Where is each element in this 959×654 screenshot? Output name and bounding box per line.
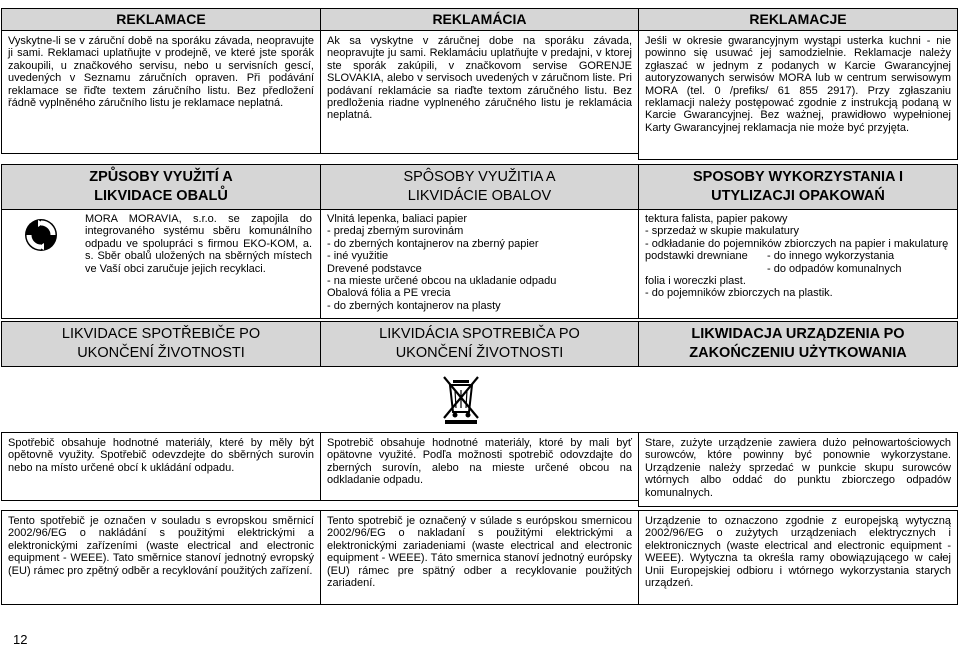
packaging-list-pl: [639, 210, 957, 300]
disposal-box-2-pl: [638, 510, 958, 605]
list-item: Vlnitá lepenka, baliaci papier: [327, 213, 468, 225]
disposal-title-cs: [1, 321, 321, 367]
list-item: - do zberných kontajnerov na zberný papier: [327, 237, 539, 250]
packaging-text-cs-span: MORA MORAVIA, s.r.o. se zapojila do integrovaného systému sběru komunálního odpadu ve spolupráci s firmou EKO-KOM, a. s. Sběr obalů uložených na sběrných místech ve Vaší obci zaručuje jejich recyklaci.: [85, 213, 312, 275]
list-item: - na mieste určené obcou na ukladanie odpadu: [327, 275, 557, 288]
list-item: - predaj zberným surovinám: [327, 225, 464, 238]
packaging-title-text-pl: SPOSOBY WYKORZYSTANIA I UTYLIZACJI OPAKOWAŃ: [692, 169, 903, 204]
reklamace-header-cs: REKLAMACE: [1, 8, 321, 31]
disposal-text-2-cs: Tento spotřebič je označen v souladu s evropskou směrnicí 2002/96/EG o nakládání s použitými elektrickými a elektronickými zařízeními (waste electrical and electronic equipment - WEEE). Tato směrnice stanoví jednotný evropský (EU) rámec pro zpětný odběr a recyklování použitých zařízení.: [8, 515, 314, 577]
packaging-title-cs: [1, 164, 321, 210]
list-item: - do innego wykorzystania: [767, 250, 895, 263]
disposal-text-2-sk: Tento spotrebič je označený v súlade s európskou smernicou 2002/96/EG o nakladaní s použitými elektrickými a elektronickými zariadeniami (waste electrical and electronic equipment - WEEE). Táto smernica stanoví jednotný európsky (EU) rámec pre spätný odber a recyklovanie použitých zariadení.: [327, 515, 632, 590]
disposal-title-text-cs: LIKVIDACE SPOTŘEBIČE PO UKONČENÍ ŽIVOTNOSTI: [61, 326, 261, 361]
list-item: Drevené podstavce: [327, 262, 422, 275]
list-item: - do pojemników zbiorczych na plastik.: [645, 287, 833, 300]
reklamace-header-sk: REKLAMÁCIA: [320, 8, 639, 31]
reklamace-header-pl: REKLAMACJE: [638, 8, 958, 31]
reklamace-text-cs: Vyskytne-li se v záruční době na sporáku závada, neopravujte ji sami. Reklamaci uplatňujte v prodejně, ve které jste sporák zakoupili, u značkového servisu, nebo u servisních gescí, uvedených v Seznamu záručních opraven. Při podávání reklamace se řiďte textem záručního listu. Bez předložení řádně vyplněného záručního listu je reklamace neplatná.: [8, 35, 314, 110]
list-item: tektura falista, papier pakowy: [645, 213, 788, 225]
disposal-box-1-pl: [638, 432, 958, 507]
disposal-title-pl: [638, 321, 958, 367]
reklamace-box-pl: [638, 30, 958, 160]
reklamace-text-pl: Jeśli w okresie gwarancyjnym wystąpi usterka kuchni - nie powinno się usuwać jej samodzielnie. Reklamacje należy zgłaszać w jednym z podanych w Karcie Gwarancyjnej autoryzowanych serwisów MORA lub w centrum serwisowym MORA (tel. 0 /prefiks/ 61 855 2917). Przy zgłaszaniu reklamacji należy postępować zgodnie z instrukcją podaną w Karcie Gwarancyjnej. Bez ważnej, prawidłowo wypełnionej Karty Gwarancyjnej reklamacja nie może być przyjęta.: [645, 35, 951, 134]
reklamace-box-cs: [1, 30, 321, 154]
list-item: - iné využitie: [327, 250, 389, 263]
list-item: - do zberných kontajnerov na plasty: [327, 299, 501, 312]
list-item: - do odpadów komunalnych: [767, 262, 902, 275]
list-item: podstawki drewniane: [645, 250, 748, 263]
disposal-box-2-cs: [1, 510, 321, 605]
list-item: - odkładanie do pojemników zbiorczych na papier i makulaturę: [645, 237, 949, 250]
packaging-box-sk: [320, 209, 639, 319]
packaging-title-text-sk: SPÔSOBY VYUŽITIA A LIKVIDÁCIE OBALOV: [403, 169, 556, 204]
disposal-title-sk: [320, 321, 639, 367]
packaging-text-cs: [8, 213, 312, 275]
disposal-box-2-sk: [320, 510, 639, 605]
wood-row: [645, 250, 951, 275]
disposal-text-1-pl: Stare, zużyte urządzenie zawiera dużo pełnowartościowych surowców, które powinny być ponownie wykorzystane. Urządzenie należy sprzedać w punkcie skupu surowców wtórnych albo oddać do punktu zbiorczego odpadów komunalnych.: [645, 437, 951, 499]
reklamace-text-sk: Ak sa vyskytne v záručnej dobe na sporáku závada, neopravujte ju sami. Reklamáciu uplatňujte v predajni, v ktorej ste sporák zakúpili, v značkovom servise GORENJE SLOVAKIA, alebo v servisoch uvedených v záručnom liste. Pri podávaní reklamácie sa riaďte textom záručného listu. Bez predloženia riadne vyplneného záručného listu je reklamácia neplatná.: [327, 35, 632, 122]
list-item: folia i woreczki plast.: [645, 275, 746, 288]
page-number: 12: [13, 632, 28, 647]
reklamace-box-sk: [320, 30, 639, 154]
packaging-title-pl: [638, 164, 958, 210]
packaging-title-text-cs: ZPŮSOBY VYUŽITÍ A LIKVIDACE OBALŮ: [89, 169, 233, 204]
wood-options: [767, 250, 902, 275]
packaging-box-pl: [638, 209, 958, 319]
list-item: Obalová fólia a PE vrecia: [327, 287, 451, 300]
packaging-title-sk: [320, 164, 639, 210]
disposal-box-1-sk: [320, 432, 639, 501]
disposal-text-1-cs: Spotřebič obsahuje hodnotné materiály, které by měly být opětovně využity. Spotřebič odevzdejte do sběrných surovin nebo na místo určené obcí k ukládání odpadu.: [8, 437, 314, 474]
list-item: - sprzedaż w skupie makulatury: [645, 225, 800, 238]
disposal-title-text-sk: LIKVIDÁCIA SPOTREBIČA PO UKONČENÍ ŽIVOTNOSTI: [379, 326, 580, 361]
packaging-list-sk: [321, 210, 638, 312]
disposal-box-1-cs: [1, 432, 321, 501]
disposal-text-2-pl: Urządzenie to oznaczono zgodnie z europejską wytyczną 2002/96/EG o zużytych urządzeniach elektrycznych i elektronicznych (waste electrical and electronic equipment - WEEE). Wytyczna ta określa ramy obowiązującego w całej Unii Europejskiej odbioru i wtórnego wykorzystania starych urządzeń.: [645, 515, 951, 590]
disposal-title-text-pl: LIKWIDACJA URZĄDZENIA PO ZAKOŃCZENIU UŻYTKOWANIA: [689, 326, 907, 361]
packaging-box-cs: [1, 209, 321, 319]
crossed-out-wheelie-bin-icon: [441, 374, 481, 424]
disposal-text-1-sk: Spotrebič obsahuje hodnotné materiály, ktoré by mali byť opätovne využité. Podľa možnosti spotrebič odovzdajte do zberných surovín, alebo na mieste určené obcou na odkladanie odpadu.: [327, 437, 632, 487]
